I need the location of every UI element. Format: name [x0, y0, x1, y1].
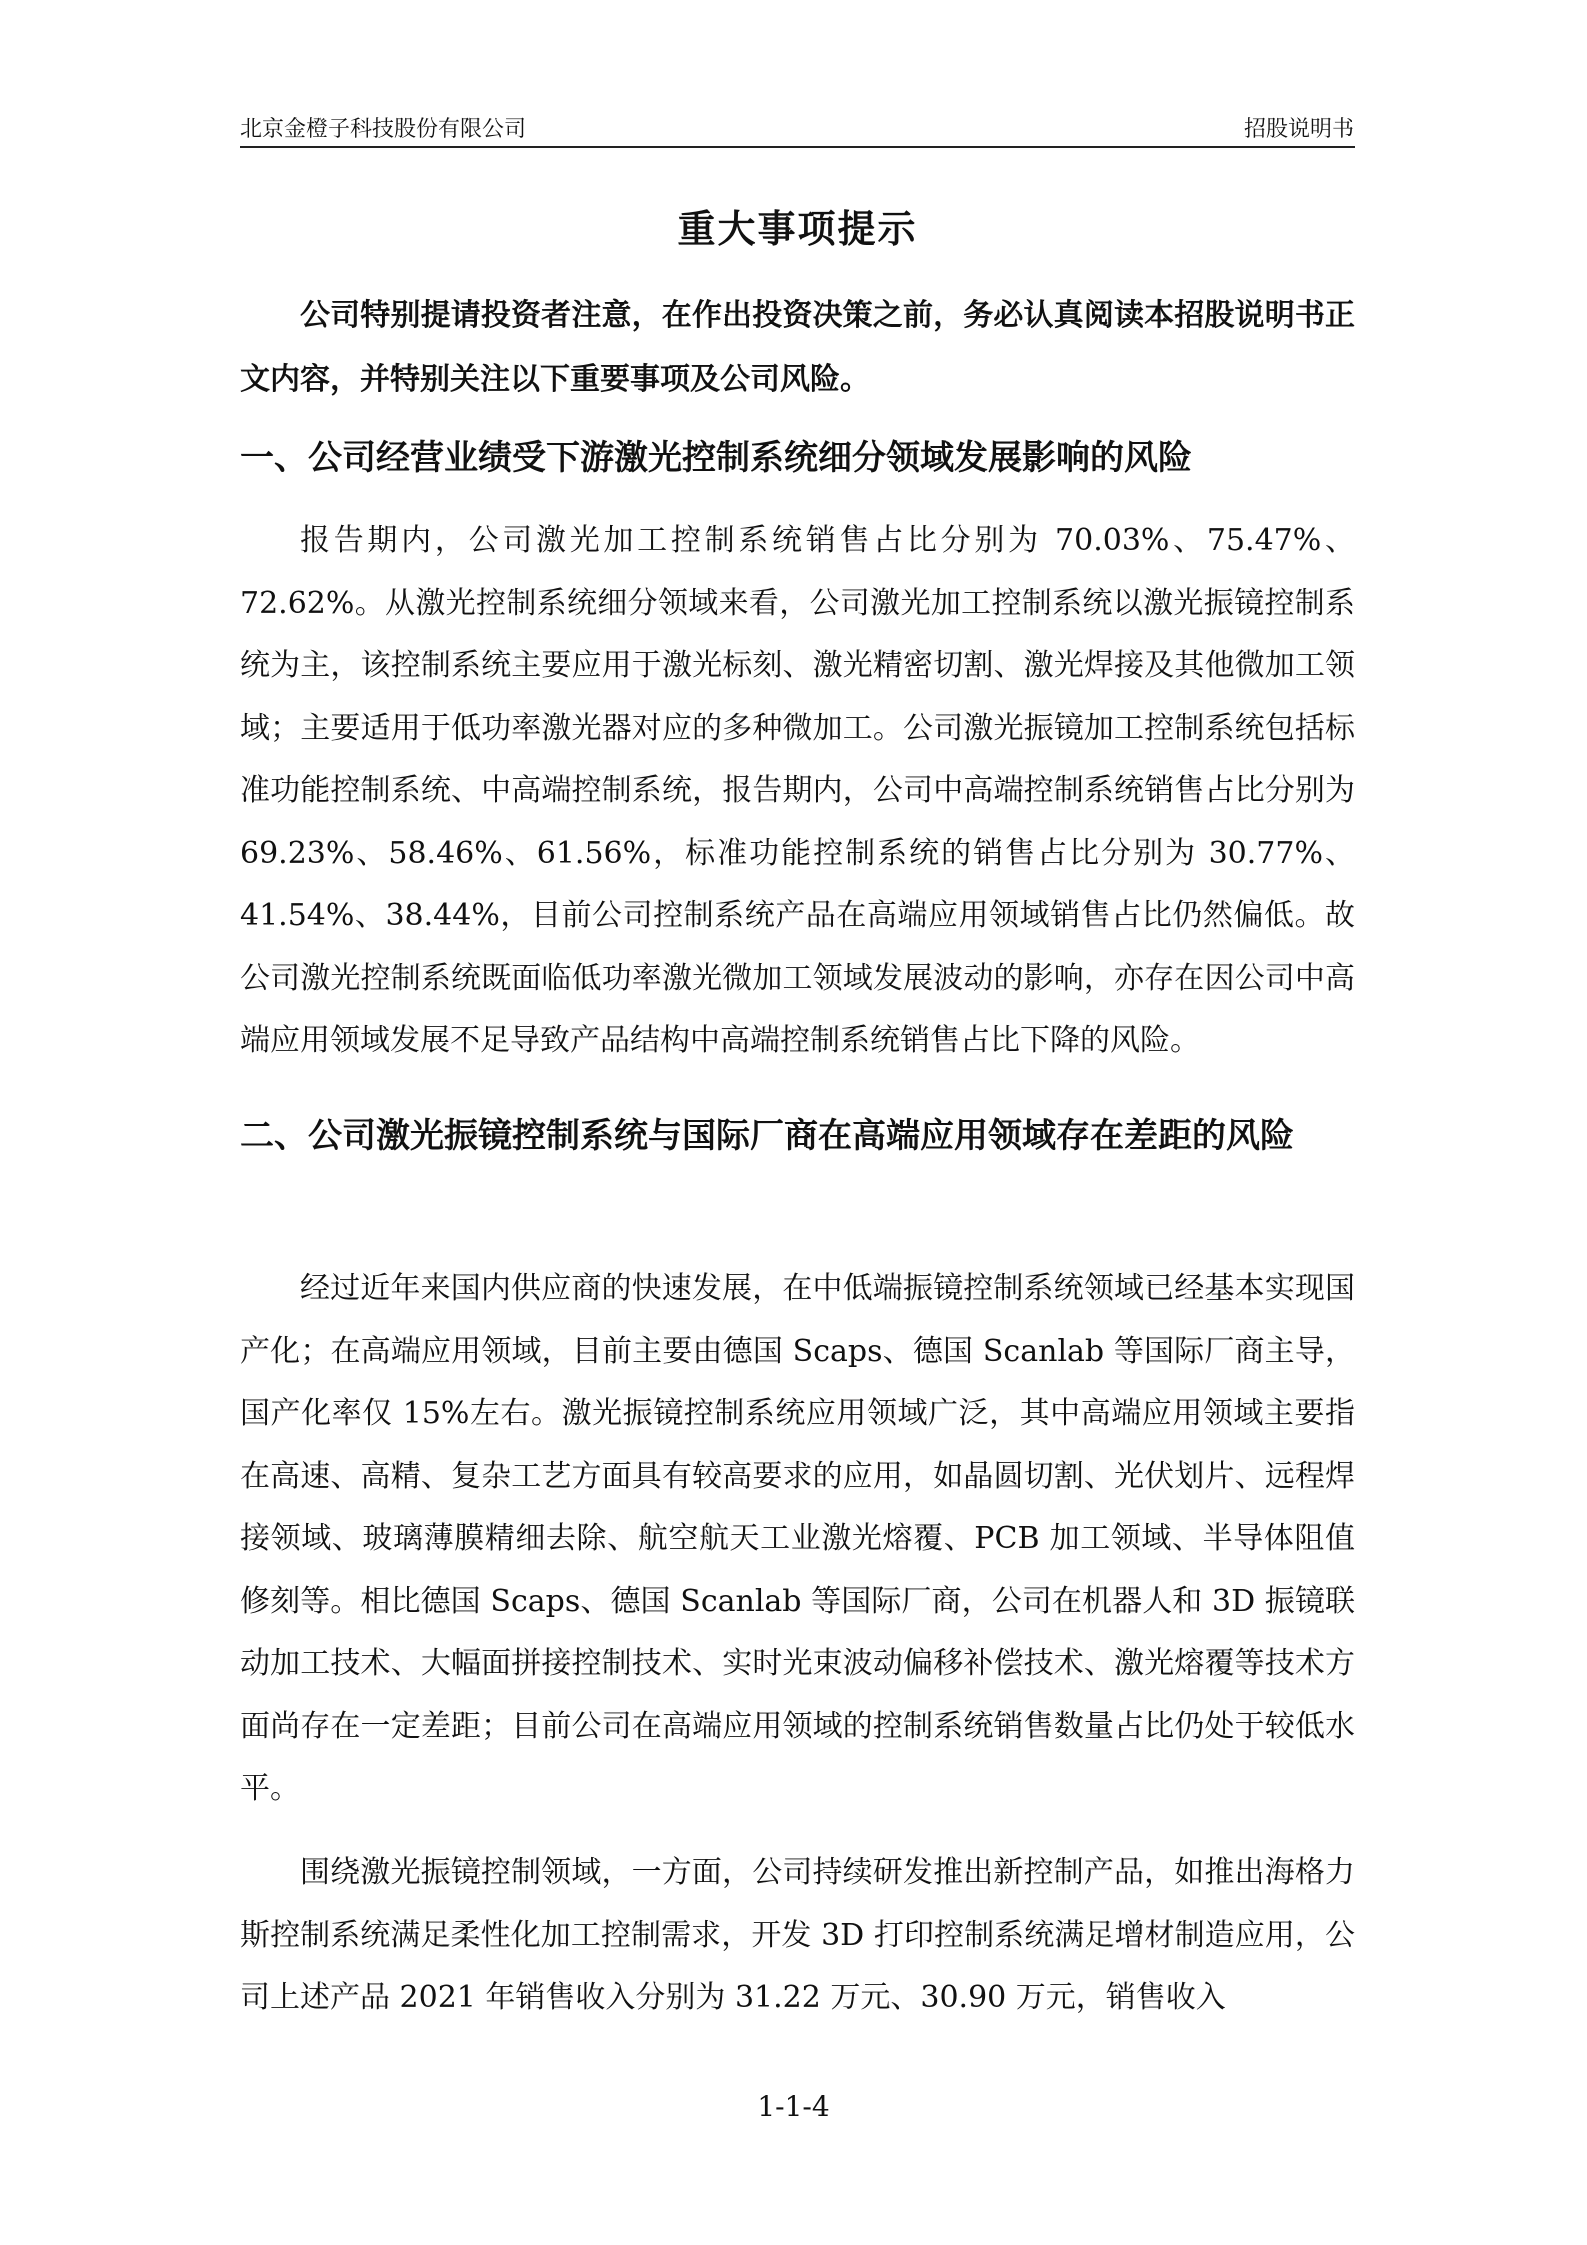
page-number: 1-1-4 [757, 2090, 830, 2123]
section-1-heading: 一、公司经营业绩受下游激光控制系统细分领域发展影响的风险 [240, 438, 1192, 478]
header-divider [240, 146, 1355, 148]
intro-paragraph: 公司特别提请投资者注意，在作出投资决策之前，务必认真阅读本招股说明书正文内容，并特别关注以下重要事项及公司风险。 [240, 298, 1355, 397]
header-company-name: 北京金橙子科技股份有限公司 [240, 117, 527, 142]
section-2-heading: 二、公司激光振镜控制系统与国际厂商在高端应用领域存在差距的风险 [240, 1116, 1294, 1156]
section-2-paragraph-2: 围绕激光振镜控制领域，一方面，公司持续研发推出新控制产品，如推出海格力斯控制系统满足柔性化加工控制需求，开发 3D 打印控制系统满足增材制造应用，公司上述产品 2021 年销售收入分别为 31.22 万元、30.90 万元，销售收入 [240, 1855, 1355, 2015]
section-1-paragraph-1: 报告期内，公司激光加工控制系统销售占比分别为 70.03%、75.47%、72.62%。从激光控制系统细分领域来看，公司激光加工控制系统以激光振镜控制系统为主，该控制系统主要应用于激光标刻、激光精密切割、激光焊接及其他微加工领域；主要适用于低功率激光器对应的多种微加工。公司激光振镜加工控制系统包括标准功能控制系统、中高端控制系统，报告期内，公司中高端控制系统销售占比分别为 69.23%、58.46%、61.56%，标准功能控制系统的销售占比分别为 30.77%、41.54%、38.44%，目前公司控制系统产品在高端应用领域销售占比仍然偏低。故公司激光控制系统既面临低功率激光微加工领域发展波动的影响，亦存在因公司中高端应用领域发展不足导致产品结构中高端控制系统销售占比下降的风险。 [240, 523, 1355, 1058]
header-document-type: 招股说明书 [1243, 117, 1354, 142]
section-2-paragraph-1: 经过近年来国内供应商的快速发展，在中低端振镜控制系统领域已经基本实现国产化；在高端应用领域，目前主要由德国 Scaps、德国 Scanlab 等国际厂商主导，国产化率仅 15%左右。激光振镜控制系统应用领域广泛，其中高端应用领域主要指在高速、高精、复杂工艺方面具有较高要求的应用，如晶圆切割、光伏划片、远程焊接领域、玻璃薄膜精细去除、航空航天工业激光熔覆、PCB 加工领域、半导体阻值修刻等。相比德国 Scaps、德国 Scanlab 等国际厂商，公司在机器人和 3D 振镜联动加工技术、大幅面拼接控制技术、实时光束波动偏移补偿技术、激光熔覆等技术方面尚存在一定差距；目前公司在高端应用领域的控制系统销售数量占比仍处于较低水平。 [240, 1271, 1355, 1806]
page-title: 重大事项提示 [677, 207, 918, 251]
